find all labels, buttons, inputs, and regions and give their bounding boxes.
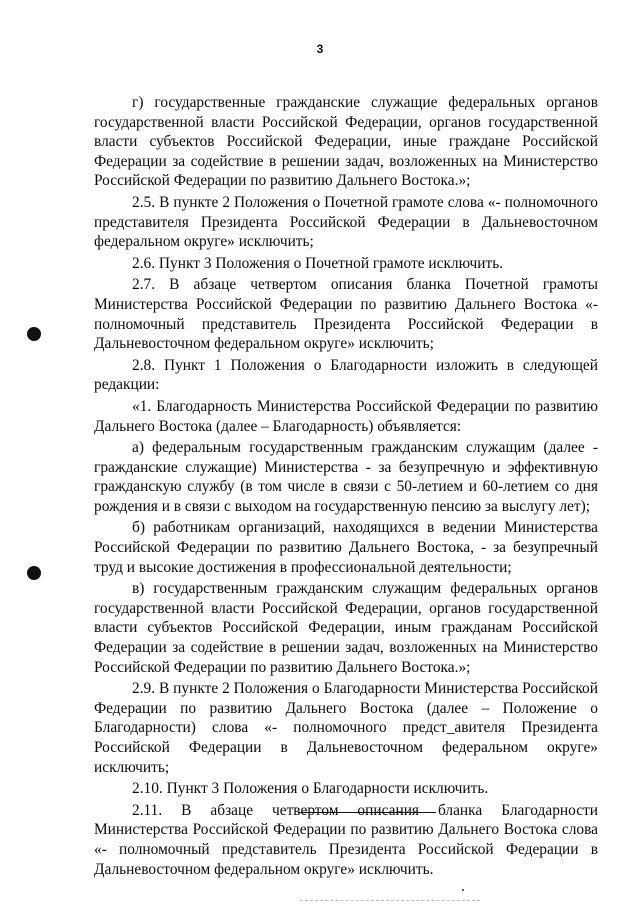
paragraph: 2.9. В пункте 2 Положения о Благодарности Министерства Российской Федерации по развитию Дальнего Востока (далее – Положение о Благодарности) слова «- полномочного предст_авителя Президента Российской Федерации в Дальневосточном федеральном округе» исключить;	[94, 680, 598, 776]
paragraph: 2.6. Пункт 3 Положения о Почетной грамоте исключить.	[132, 254, 504, 272]
page-number: 3	[316, 42, 324, 56]
paragraph: а) федеральным государственным гражданским служащим (далее - гражданские служащие) Министерства - за безупречную и эффективную гражданскую службу (в том числе в связи с 50-летием и 60-летием со дня рождения и в связи с выходом на государственную пенсию за выслугу лет);	[94, 439, 598, 515]
document-body	[94, 93, 598, 881]
binder-hole	[27, 327, 41, 341]
paragraph: в) государственным гражданским служащим федеральных органов государственной власти Российской Федерации, органов государственной власти субъектов Российской Федерации, иным гражданам Российской Федерации за содействие в решении задач, возложенных на Министерство Российской Федерации по развитию Дальнего Востока.»;	[94, 580, 598, 676]
paragraph: 2.8. Пункт 1 Положения о Благодарности изложить в следующей редакции:	[94, 356, 598, 394]
paragraph: б) работникам организаций, находящихся в ведении Министерства Российской Федерации по развитию Дальнего Востока, - за безупречный труд и высокие достижения в профессиональной деятельности;	[94, 519, 598, 576]
scan-speck	[462, 889, 464, 891]
paragraph: 2.7. В абзаце четвертом описания бланка Почетной грамоты Министерства Российской Федерации по развитию Дальнего Востока «- полномочный представитель Президента Российской Федерации в Дальневосточном федеральном округе» исключить;	[94, 276, 598, 353]
scan-artifact	[300, 900, 480, 901]
paragraph: г) государственные гражданские служащие федеральных органов государственной власти Российской Федерации, органов государственной власти субъектов Российской Федерации, иные граждане Российской Федерации за содействие в решении задач, возложенных на Министерство Российской Федерации по развитию Дальнего Востока.»;	[94, 94, 598, 190]
binder-hole	[27, 566, 41, 580]
paragraph: 2.10. Пункт 3 Положения о Благодарности исключить.	[132, 780, 489, 798]
paragraph: 2.5. В пункте 2 Положения о Почетной грамоте слова «- полномочного представителя Президента Российской Федерации в Дальневосточном федеральном округе» исключить;	[94, 193, 598, 251]
end-of-text-rule	[298, 812, 436, 813]
paragraph: 2.11. В абзаце четвертом описания бланка Благодарности Министерства Российской Федерации по развитию Дальнего Востока слова «- полномочный представитель Президента Российской Федерации в Дальневосточном федеральном округе» исключить.	[94, 801, 598, 878]
paragraph: «1. Благодарность Министерства Российской Федерации по развитию Дальнего Востока (далее – Благодарность) объявляется:	[94, 397, 598, 435]
